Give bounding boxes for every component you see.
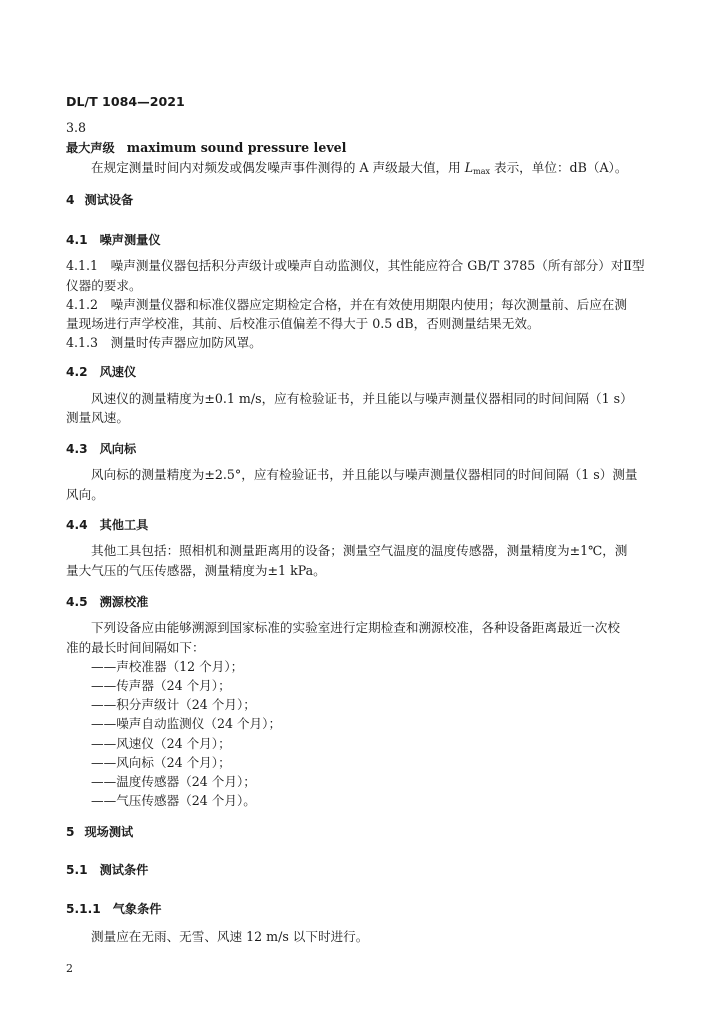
section-heading-4-4: 4.4 其他工具 (66, 518, 149, 532)
section-heading-4-2: 4.2 风速仪 (66, 365, 137, 379)
term-title-en: maximum sound pressure level (126, 140, 347, 155)
para-4-3-line2: 风向。 (66, 487, 104, 502)
section-heading-5: 5 现场测试 (66, 825, 134, 839)
page-number: 2 (66, 962, 73, 975)
list-item: ——积分声级计（24 个月）； (91, 697, 256, 712)
clause-4-1-2-line1: 4.1.2 噪声测量仪器和标准仪器应定期检定合格，并在有效使用期限内使用；每次测量前、后应在测 (66, 297, 627, 312)
list-item: ——气压传感器（24 个月）。 (91, 793, 256, 808)
list-item: ——声校准器（12 个月）； (91, 659, 244, 674)
para-4-2-line2: 测量风速。 (66, 410, 129, 425)
term-definition (91, 160, 627, 176)
para-4-4-line2: 量大气压的气压传感器，测量精度为±1 kPa。 (66, 563, 326, 578)
term-definition-post: 表示，单位：dB（A）。 (489, 160, 628, 175)
section-heading-4-3: 4.3 风向标 (66, 442, 137, 456)
term-definition-pre: 在规定测量时间内对频发或偶发噪声事件测得的 A 声级最大值，用 (91, 160, 465, 175)
term-title (66, 140, 346, 156)
standard-code: DL/T 1084—2021 (66, 94, 185, 109)
list-item: ——噪声自动监测仪（24 个月）； (91, 716, 282, 731)
section-heading-4-1: 4.1 噪声测量仪 (66, 233, 161, 247)
clause-4-1-2-line2: 量现场进行声学校准，其前、后校准示值偏差不得大于 0.5 dB，否则测量结果无效。 (66, 316, 540, 331)
section-heading-4-5: 4.5 溯源校准 (66, 595, 149, 609)
list-item: ——风速仪（24 个月）； (91, 736, 231, 751)
para-4-5-line1: 下列设备应由能够溯源到国家标准的实验室进行定期检查和溯源校准，各种设备距离最近一次校 (91, 620, 620, 635)
para-4-4-line1: 其他工具包括：照相机和测量距离用的设备；测量空气温度的温度传感器，测量精度为±1℃，测 (91, 543, 628, 558)
section-heading-5-1-1: 5.1.1 气象条件 (66, 902, 162, 916)
para-4-2-line1: 风速仪的测量精度为±0.1 m/s，应有检验证书，并且能以与噪声测量仪器相同的时间间隔（1 s） (91, 391, 633, 406)
para-4-5-line2: 准的最长时间间隔如下： (66, 640, 205, 655)
clause-4-1-1-line2: 仪器的要求。 (66, 278, 142, 293)
list-item: ——风向标（24 个月）； (91, 755, 231, 770)
section-heading-5-1: 5.1 测试条件 (66, 863, 149, 877)
clause-4-1-3: 4.1.3 测量时传声器应加防风罩。 (66, 335, 262, 350)
clause-4-1-1-line1: 4.1.1 噪声测量仪器包括积分声级计或噪声自动监测仪，其性能应符合 GB/T 3785（所有部分）对Ⅱ型 (66, 258, 645, 273)
symbol-l: L (464, 160, 474, 175)
para-5-1-1: 测量应在无雨、无雪、风速 12 m/s 以下时进行。 (91, 929, 369, 944)
list-item: ——温度传感器（24 个月）； (91, 774, 256, 789)
list-item: ——传声器（24 个月）； (91, 678, 231, 693)
term-title-zh: 最大声级 (66, 141, 115, 155)
symbol-subscript-max: max (473, 167, 490, 176)
section-heading-4: 4 测试设备 (66, 193, 134, 207)
term-number: 3.8 (66, 120, 87, 135)
para-4-3-line1: 风向标的测量精度为±2.5°，应有检验证书，并且能以与噪声测量仪器相同的时间间隔（1 s）测量 (91, 467, 638, 482)
